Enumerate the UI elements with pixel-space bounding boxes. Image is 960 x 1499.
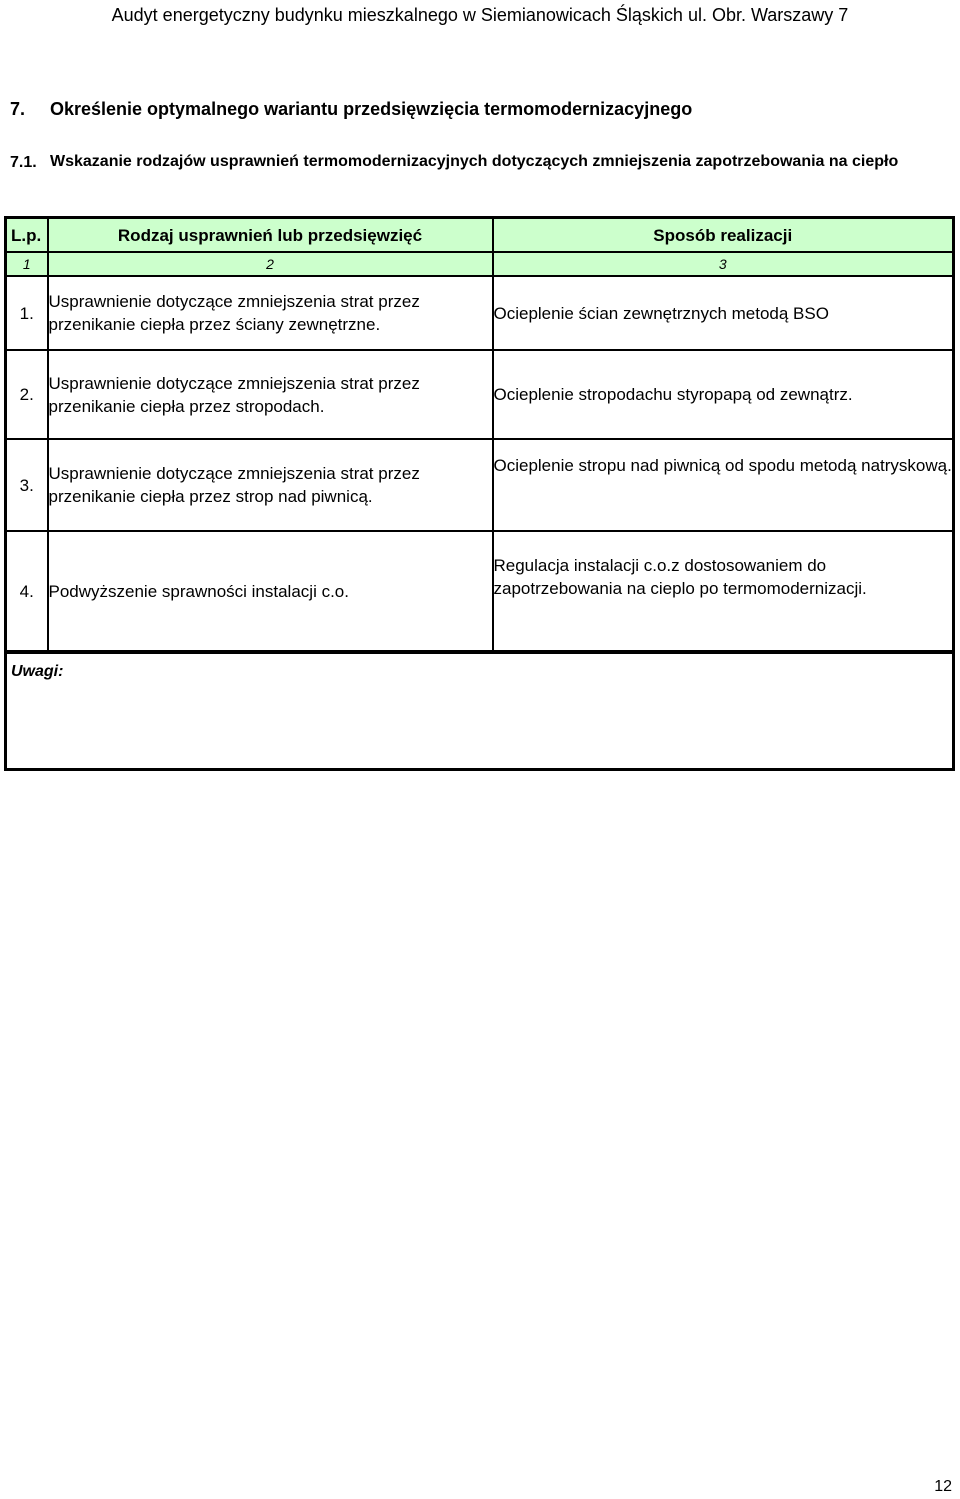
row-lp: 1. xyxy=(6,276,48,350)
header-type: Rodzaj usprawnień lub przedsięwzięć xyxy=(48,218,493,253)
row-type: Usprawnienie dotyczące zmniejszenia strat przez przenikanie ciepła przez ściany zewnętrzne. xyxy=(48,276,493,350)
row-type: Usprawnienie dotyczące zmniejszenia strat przez przenikanie ciepła przez strop nad piwnicą. xyxy=(48,439,493,531)
row-lp: 2. xyxy=(6,350,48,439)
improvements-table xyxy=(4,216,955,771)
column-index-3: 3 xyxy=(493,252,954,276)
table-header-row xyxy=(6,218,954,253)
row-method: Ocieplenie ścian zewnętrznych metodą BSO xyxy=(493,276,954,350)
row-method: Ocieplenie stropodachu styropapą od zewnątrz. xyxy=(493,350,954,439)
column-index-1: 1 xyxy=(6,252,48,276)
subsection-number: 7.1. xyxy=(10,154,37,171)
row-lp: 4. xyxy=(6,531,48,652)
header-method: Sposób realizacji xyxy=(493,218,954,253)
notes-label: Uwagi: xyxy=(6,652,954,770)
header-lp: L.p. xyxy=(6,218,48,253)
section-title: Określenie optymalnego wariantu przedsięwzięcia termomodernizacyjnego xyxy=(50,99,693,119)
table-row xyxy=(6,276,954,350)
table-row xyxy=(6,531,954,652)
row-method: Ocieplenie stropu nad piwnicą od spodu metodą natryskową. xyxy=(493,439,954,531)
row-method: Regulacja instalacji c.o.z dostosowaniem do zapotrzebowania na cieplo po termomodernizacji. xyxy=(493,531,954,652)
notes-row xyxy=(6,652,954,770)
row-type: Usprawnienie dotyczące zmniejszenia strat przez przenikanie ciepła przez stropodach. xyxy=(48,350,493,439)
row-type: Podwyższenie sprawności instalacji c.o. xyxy=(48,531,493,652)
column-index-2: 2 xyxy=(48,252,493,276)
table-row xyxy=(6,439,954,531)
section-number: 7. xyxy=(10,99,26,119)
row-lp: 3. xyxy=(6,439,48,531)
page-number: 12 xyxy=(934,1478,952,1495)
table-row xyxy=(6,350,954,439)
column-index-row xyxy=(6,252,954,276)
subsection-title: Wskazanie rodzajów usprawnień termomodernizacyjnych dotyczących zmniejszenia zapotrzebowania na ciepło xyxy=(50,153,899,170)
running-header: Audyt energetyczny budynku mieszkalnego w Siemianowicach Śląskich ul. Obr. Warszawy 7 xyxy=(111,5,849,25)
